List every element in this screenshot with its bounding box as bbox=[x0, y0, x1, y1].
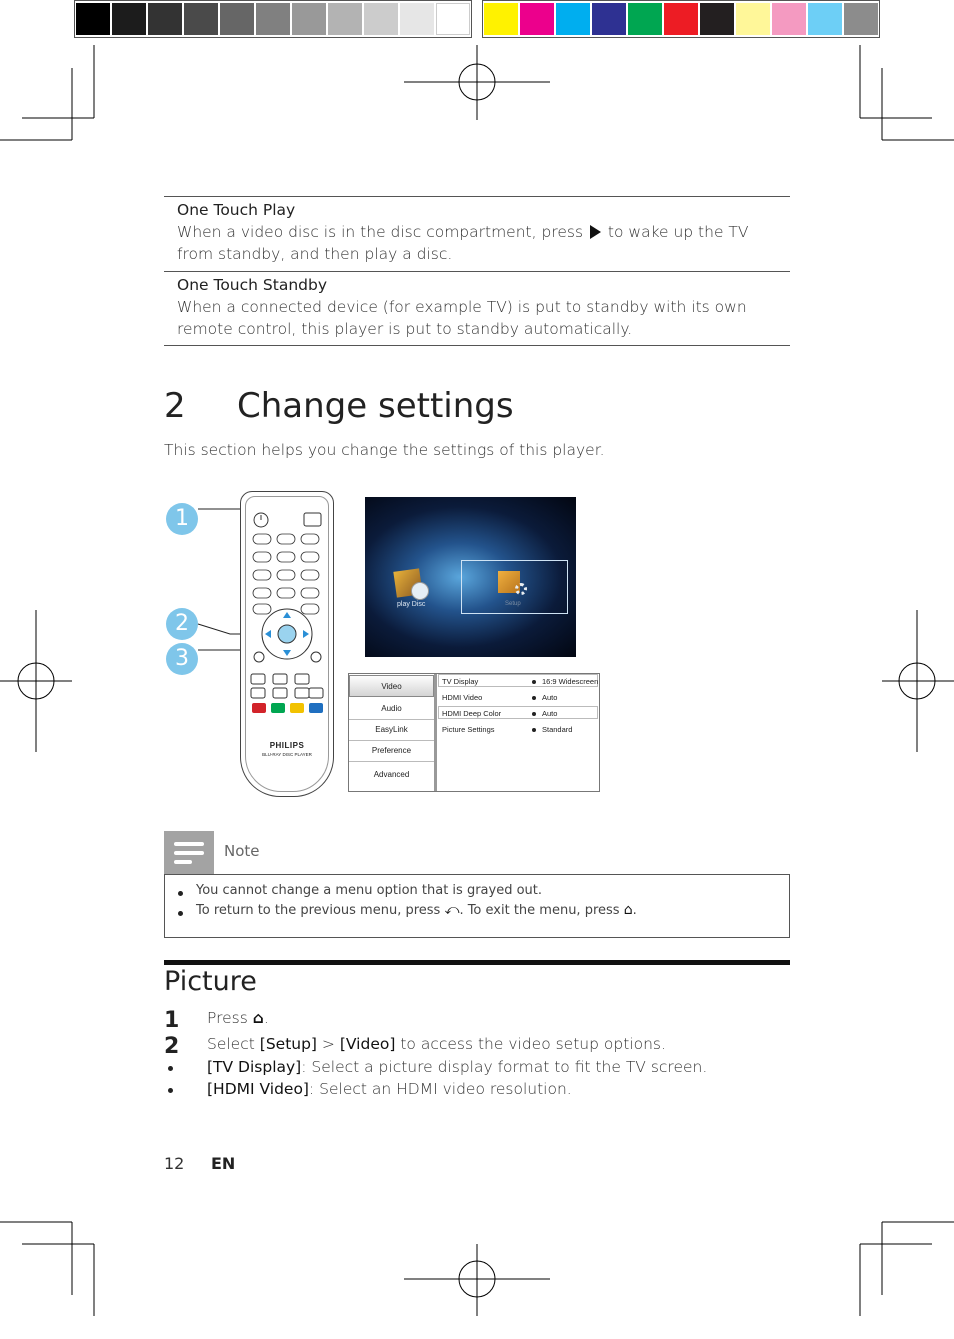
note-heading: Note bbox=[224, 842, 260, 860]
menu-dot bbox=[532, 712, 536, 716]
menu-item-easylink[interactable]: EasyLink bbox=[349, 720, 434, 741]
list-bullet bbox=[168, 1088, 173, 1093]
step-1-before: Press bbox=[207, 1009, 248, 1027]
bullet-tv-display bbox=[207, 1056, 707, 1078]
gear-icon bbox=[515, 583, 527, 595]
one-touch-standby-text: When a connected device (for example TV) is put to standby with its own remote control, this player is put to standby automatically. bbox=[177, 298, 747, 338]
note-icon bbox=[174, 842, 204, 864]
page-language: EN bbox=[211, 1154, 236, 1173]
note-icon-box bbox=[164, 831, 214, 874]
menu-dot bbox=[532, 728, 536, 732]
back-icon: ⤺ bbox=[444, 902, 460, 918]
menu-option-picture-settings[interactable]: Picture Settings bbox=[442, 725, 495, 734]
note-item-2-part3: . bbox=[632, 903, 637, 918]
home-icon: ⌂ bbox=[623, 902, 633, 918]
menu-item-audio[interactable]: Audio bbox=[349, 699, 434, 720]
chapter-number: 2 bbox=[164, 386, 186, 426]
note-item-2 bbox=[196, 902, 637, 918]
note-item-2-part2: . To exit the menu, press bbox=[459, 903, 620, 918]
step-2-separator: > bbox=[321, 1035, 335, 1053]
step-1-text bbox=[207, 1007, 269, 1029]
setup-menu-divider bbox=[434, 674, 437, 791]
menu-item-advanced[interactable]: Advanced bbox=[373, 770, 410, 779]
page-number: 12 bbox=[164, 1154, 185, 1173]
step-number-1: 1 bbox=[164, 1008, 180, 1033]
tv-home-screen bbox=[365, 497, 576, 657]
one-touch-play-text-after: to wake up the TV from standby, and then play a disc. bbox=[177, 223, 749, 263]
menu-option-tv-display[interactable]: TV Display bbox=[442, 677, 479, 686]
menu-value-hdmi-video: Auto bbox=[542, 693, 558, 702]
one-touch-play-text-before: When a video disc is in the disc compartment, press bbox=[177, 223, 584, 241]
step-2-before: Select bbox=[207, 1035, 255, 1053]
callout-1: 1 bbox=[166, 503, 198, 535]
tv-item-setup: Setup bbox=[505, 601, 521, 607]
bullet-hdmi-video-label: [HDMI Video] bbox=[207, 1080, 309, 1098]
step-2-video: [Video] bbox=[339, 1035, 396, 1053]
step-1-after: . bbox=[263, 1009, 269, 1027]
callout-3: 3 bbox=[166, 643, 198, 675]
list-bullet bbox=[168, 1066, 173, 1071]
one-touch-standby-title: One Touch Standby bbox=[177, 276, 327, 294]
chapter-title: Change settings bbox=[237, 386, 514, 426]
step-2-text bbox=[207, 1033, 666, 1055]
note-item-2-part1: To return to the previous menu, press bbox=[196, 903, 441, 918]
bullet-tv-display-label: [TV Display] bbox=[207, 1058, 302, 1076]
section-rule bbox=[164, 960, 790, 965]
bullet-tv-display-text: : Select a picture display format to fit the TV screen. bbox=[301, 1058, 708, 1076]
remote-brand: PHILIPS bbox=[269, 741, 305, 750]
disc-icon bbox=[411, 582, 429, 600]
menu-value-tv-display: 16:9 Widescreen bbox=[542, 677, 599, 686]
bullet-hdmi-video bbox=[207, 1078, 572, 1100]
menu-dot bbox=[532, 680, 536, 684]
callout-2: 2 bbox=[166, 608, 198, 640]
bullet-hdmi-video-text: : Select an HDMI video resolution. bbox=[308, 1080, 572, 1098]
step-2-setup: [Setup] bbox=[259, 1035, 317, 1053]
menu-item-preference[interactable]: Preference bbox=[349, 741, 434, 762]
menu-item-video[interactable]: Video bbox=[349, 675, 434, 697]
tv-item-play-disc: play Disc bbox=[397, 601, 426, 608]
menu-value-hdmi-deep-color: Auto bbox=[542, 709, 558, 718]
home-icon: ⌂ bbox=[252, 1009, 264, 1027]
remote-number-keys bbox=[253, 534, 319, 614]
note-bullet bbox=[178, 911, 183, 916]
one-touch-play-title: One Touch Play bbox=[177, 201, 296, 219]
chapter-intro: This section helps you change the settings of this player. bbox=[164, 441, 605, 459]
menu-dot bbox=[532, 696, 536, 700]
note-item-1: You cannot change a menu option that is grayed out. bbox=[196, 883, 543, 898]
menu-option-hdmi-deep-color[interactable]: HDMI Deep Color bbox=[442, 709, 502, 718]
menu-value-picture-settings: Standard bbox=[542, 725, 573, 734]
step-number-2: 2 bbox=[164, 1034, 180, 1059]
section-title: Picture bbox=[164, 966, 257, 997]
note-bullet bbox=[178, 891, 183, 896]
step-2-after: to access the video setup options. bbox=[400, 1035, 666, 1053]
menu-option-hdmi-video[interactable]: HDMI Video bbox=[442, 693, 483, 702]
remote-model: BLU-RAY DISC PLAYER bbox=[262, 752, 312, 757]
